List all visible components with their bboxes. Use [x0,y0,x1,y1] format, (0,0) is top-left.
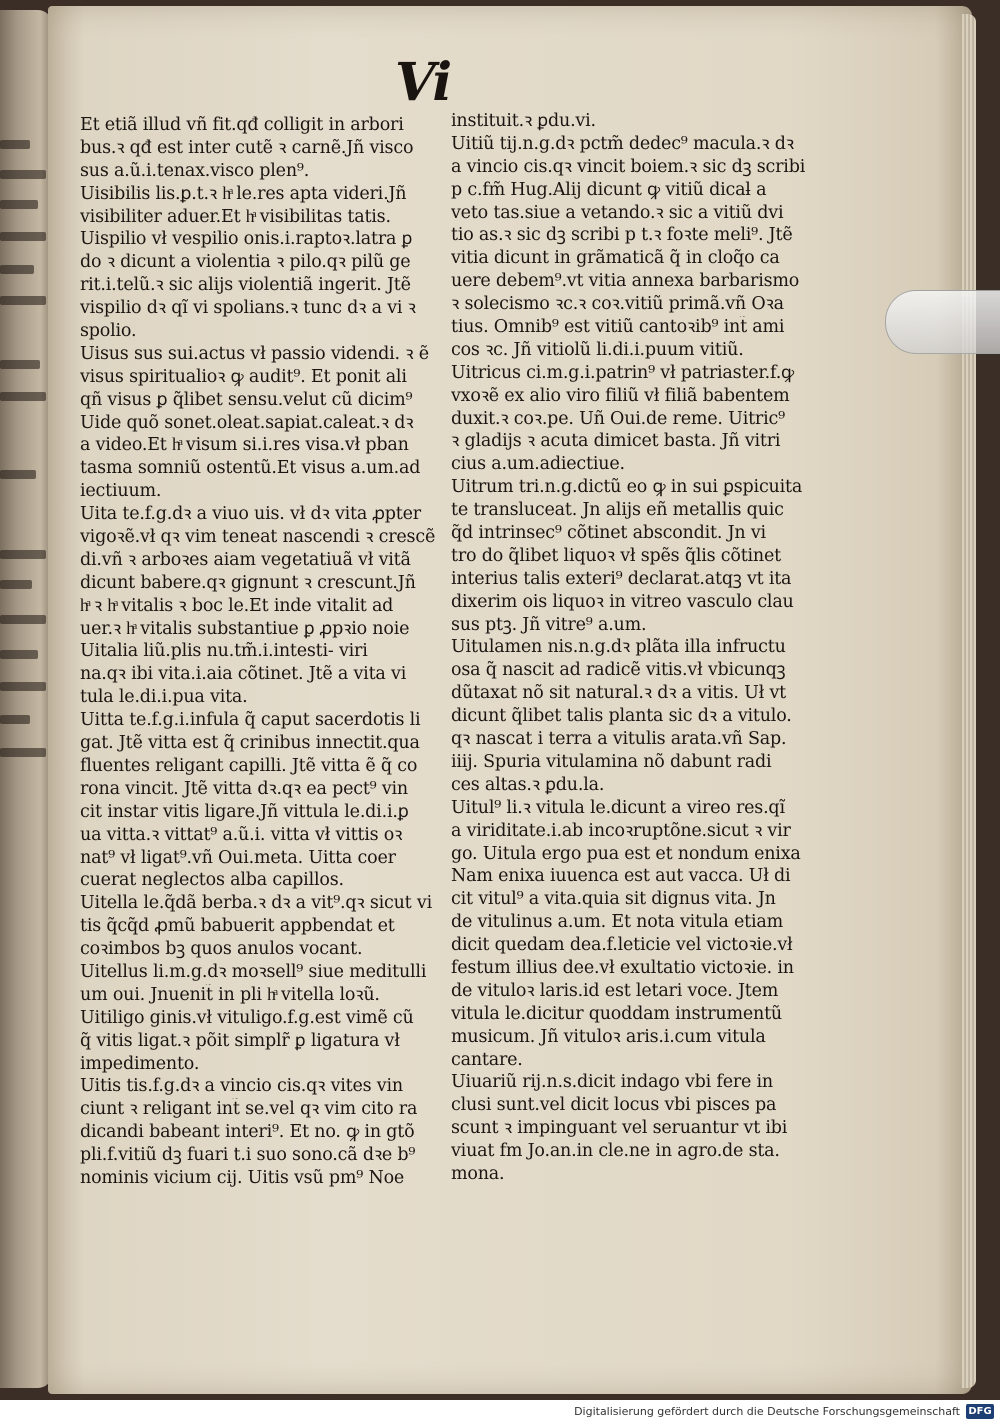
text-line: ua vitta.ꝛ vittat⁹ a.ũ.i. vitta vł vittis oꝛ [80,824,403,845]
text-line: vigoꝛẽ.vł qꝛ vim teneat nascendi ꝛ crescẽ [80,527,436,548]
text-line: Et etiã illud vñ fit.qđ colligit in arbori [80,115,404,135]
text-line: duxit.ꝛ coꝛ.pe. Uñ Oui.de reme. Uitric⁹ [451,408,785,429]
dfg-logo: DFG [966,1404,994,1419]
text-line: q̃d intrinsec⁹ cõtinet abscondit. Jn vi [451,523,766,544]
text-line: festum illius dee.vł exultatio victoꝛie. in [451,957,794,978]
text-line: Uisibilis lis.ꝑ.t.ꝛ hͣ le.res apta videri.Jñ [80,183,407,204]
text-line: a viriditate.i.ab incoꝛruptõne.sicut ꝛ vir [451,820,791,841]
text-line: Uitulamen nis.n.g.dꝛ plãta illa infructu [451,637,786,658]
facing-text-fragment [0,748,46,757]
text-line: Uitiligo ginis.vł vituligo.f.g.est vimẽ cũ [80,1007,414,1028]
text-line: sus a.ũ.i.tenax.visco plen⁹. [80,160,310,181]
text-line: vitula le.dicitur quoddam instrumentũ [451,1003,782,1024]
text-line: q̃ vitis ligat.ꝛ põit simplr̃ ꝑ ligatura vł [80,1030,400,1051]
facing-text-fragment [0,682,46,691]
text-line: Uitricus ci.m.g.i.patrin⁹ vł patriaster.f.ꝙ [451,362,794,383]
facing-text-fragment [0,170,46,179]
text-line: dicit quedam dea.f.leticie vel victoꝛie.vł [451,935,793,956]
text-line: iiij. Spuria vitulamina nõ dabunt radi [451,751,772,772]
text-line: Uitta te.f.g.i.infula q̃ caput sacerdotis li [80,710,421,731]
right-text-column [451,110,846,1186]
text-line: de vituloꝛ laris.id est letari voce. Jtem [451,980,779,1001]
facing-text-fragment [0,360,40,369]
facing-text-fragment [0,550,46,559]
text-line: rona vincit. Jtẽ vitta dꝛ.qꝛ ea pect⁹ vin [80,778,408,799]
text-line: dũtaxat nõ sit natural.ꝛ dꝛ a vitis. Uł vt [451,683,786,704]
text-line: tasma somniũ ostentũ.Et visus a.um.ad [80,458,421,479]
text-line: rit.i.telũ.ꝛ sic alijs violentiã ingerit. Jtẽ [80,275,411,296]
text-line: vitia dicunt in grãmaticã q̃ in cloq̃o ca [451,248,780,269]
text-line: iectiuum. [80,481,162,502]
text-line: mona. [451,1163,505,1184]
text-line: um oui. Jnuenit̃ in pli hͣ vitella loꝛũ. [80,984,380,1005]
text-line: Uispilio vł vespilio onis.i.raptoꝛ.latra ꝑ [80,229,413,250]
facing-text-fragment [0,232,46,241]
text-line: qꝛ nascat i terra a vitulis arata.vñ Sap. [451,729,787,750]
text-line: cantare. [451,1049,523,1070]
text-line: vxoꝛẽ ex alio viro filiũ vł filiã babentem [451,385,790,406]
text-line: cius a.um.adiectiue. [451,454,625,475]
text-line: Uitis tis.f.g.dꝛ a vincio cis.qꝛ vites vin [80,1076,403,1097]
text-line: Uitalia liũ.plis nu.tm̃.i.intesti- viri [80,641,368,662]
text-line: dicunt q̃libet talis planta sic dꝛ a vitulo. [451,706,792,727]
facing-text-fragment [0,715,30,724]
running-head: Vi [395,52,451,113]
text-line: Uita te.f.g.dꝛ a viuo uis. vł dꝛ vita ꝓpter [80,504,421,525]
text-line: spolio. [80,321,137,342]
text-line: tius. Omnib⁹ est vitiũ cantoꝛib⁹ int̃ ami [451,317,785,338]
facing-text-fragment [0,580,32,589]
text-line: vispilio dꝛ qĩ vi spolians.ꝛ tunc dꝛ a vi ꝛ [80,298,416,319]
text-line: bus.ꝛ qđ est inter cutẽ ꝛ carnẽ.Jñ visco [80,137,414,158]
facing-text-fragment [0,615,46,624]
text-line: Uisus sus sui.actus vł passio videndi. ꝛ ẽ [80,343,429,364]
text-line: di.vñ ꝛ arboꝛes aiam vegetatiuã vł vitã [80,549,411,570]
text-line: cit instar vitis ligare.Jñ vittula le.di.i.ꝑ [80,801,409,822]
left-text-column [80,114,450,1190]
text-line: na.qꝛ ibi vita.i.aia cõtinet. Jtẽ a vita vi [80,664,407,685]
text-line: musicum. Jñ vituloꝛ aris.i.cum vitula [451,1026,766,1047]
text-line: tio as.ꝛ sic dꝫ scribi p t.ꝛ foꝛte meli⁹. Jtẽ [451,225,793,246]
text-line: gat. Jtẽ vitta est q̃ crinibus innectit.qua [80,733,420,754]
text-line: do ꝛ dicunt a violentia ꝛ pilo.qꝛ pilũ ge [80,252,411,273]
text-line: hͣ ꝛ hͣ vitalis ꝛ boc le.Et inde vitalit ad [80,595,394,616]
text-line: tula le.di.i.pua vita. [80,687,248,708]
facing-text-fragment [0,296,46,305]
text-line: fluentes religant capilli. Jtẽ vitta ẽ q̃ co [80,755,418,776]
page-clip [885,290,1000,354]
text-line: viuat fm Jo.an.in cle.ne in agro.de sta. [451,1141,780,1162]
page-stack-edge [962,14,976,1388]
text-line: dicandi babeant interi⁹. Et no. ꝙ in gtõ [80,1122,415,1143]
facing-page-edge [0,10,52,1388]
text-line: interius talis exteri⁹ declarat.atqꝫ vt ita [451,568,792,589]
text-line: cos ꝛc. Jñ vitiolũ li.di.i.puum vitiũ. [451,339,744,360]
text-line: te transluceat. Jn alijs eñ metallis quic [451,500,784,521]
facing-text-fragment [0,265,34,274]
facing-text-fragment [0,470,36,479]
text-line: go. Uitula ergo pua est et nondum enixa [451,843,801,864]
text-line: clusi sunt.vel dicit locus vbi pisces pa [451,1095,777,1116]
text-line: Uitul⁹ li.ꝛ vitula le.dicunt a vireo res.qĩ [451,797,785,818]
text-line: cuerat neglectos alba capillos. [80,870,344,891]
text-line: dicunt babere.qꝛ gignunt ꝛ crescunt.Jñ [80,572,416,593]
text-line: ꝛ gladijs ꝛ acuta dimicet basta. Jñ vitri [451,431,781,452]
text-line: Uitrum tri.n.g.dictũ eo ꝙ in sui ꝑspicuita [451,477,803,498]
text-line: a video.Et hͣ visum si.i.res visa.vł pban [80,435,409,456]
text-line: a vincio cis.qꝛ vincit boiem.ꝛ sic dꝫ scribi [451,156,806,177]
text-line: osa q̃ nascit ad radicẽ vitis.vł vbicunqꝫ [451,660,786,681]
text-line: Uitiũ tij.n.g.dꝛ pctm̃ dedec⁹ macula.ꝛ dꝛ [451,133,794,154]
text-line: Uitella le.q̃dã berba.ꝛ dꝛ a vit⁹.qꝛ sicut vi [80,893,432,914]
facing-text-fragment [0,392,46,401]
text-line: uere debem⁹.vt vitia annexa barbarismo [451,271,800,292]
text-line: visibiliter aduer.Et hͣ visibilitas tatis. [80,206,391,227]
text-line: nat⁹ vł ligat⁹.vñ Oui.meta. Uitta coer [80,847,396,868]
text-line: de vitulinus a.um. Et nota vitula etiam [451,912,783,933]
text-line: Uide quõ sonet.oleat.sapiat.caleat.ꝛ dꝛ [80,412,414,433]
facing-text-fragment [0,140,30,149]
text-line: scunt ꝛ impinguant vel seruantur vt ibi [451,1118,788,1139]
text-line: qñ visus ꝑ q̃libet sensu.velut cũ dicim⁹ [80,389,413,410]
facing-text-fragment [0,650,38,659]
text-line: p c.fm̃ Hug.Alij dicunt ꝙ vitiũ dicaƚ a [451,179,767,200]
text-line: dixerim ois liquoꝛ in vitreo vasculo clau [451,591,794,612]
funding-credit: Digitalisierung gefördert durch die Deutsche Forschungsgemeinschaft [574,1405,960,1418]
facing-text-fragment [0,200,38,209]
text-line: instituit.ꝛ ꝑdu.vi. [451,111,596,131]
text-line: Uiuariũ rij.n.s.dicit indago vbi fere in [451,1072,774,1093]
text-line: ꝛ solecismo ꝛc.ꝛ coꝛ.vitiũ primã.vñ Oꝛa [451,294,784,315]
text-line: ces altas.ꝛ ꝑdu.la. [451,774,605,795]
text-line: impedimento. [80,1053,200,1074]
text-line: ciunt ꝛ religant int̃ se.vel qꝛ vim cito ra [80,1099,418,1120]
text-line: visus spiritualioꝛ ꝙ audit⁹. Et ponit ali [80,366,407,387]
text-line: tro do q̃libet liquoꝛ vł spẽs q̃lis cõtinet [451,545,781,566]
text-line: tis q̃cq̃d ꝓmũ babuerit appbendat et [80,916,395,937]
digitization-footer [0,1400,1000,1424]
text-line: coꝛimbos bꝫ quos anulos vocant. [80,939,363,960]
text-line: veto tas.siue a vetando.ꝛ sic a vitiũ dvi [451,202,784,223]
text-line: pli.f.vitiũ dꝫ fuari t.i suo sono.cã dꝛe b⁹ [80,1145,416,1166]
text-line: Uitellus li.m.g.dꝛ moꝛsell⁹ siue meditulli [80,961,427,982]
text-line: nominis vicium cij. Uitis vsũ pm⁹ Noe [80,1167,405,1188]
text-line: sus ptꝫ. Jñ vitre⁹ a.um. [451,614,647,635]
text-line: Nam enixa iuuenca est aut vacca. Uł di [451,866,791,887]
text-line: uer.ꝛ hͣ vitalis substantiue ꝑ ꝓpꝛio noie [80,618,410,639]
text-line: cit vitul⁹ a vita.quia sit dignus vita. Jn [451,889,776,910]
